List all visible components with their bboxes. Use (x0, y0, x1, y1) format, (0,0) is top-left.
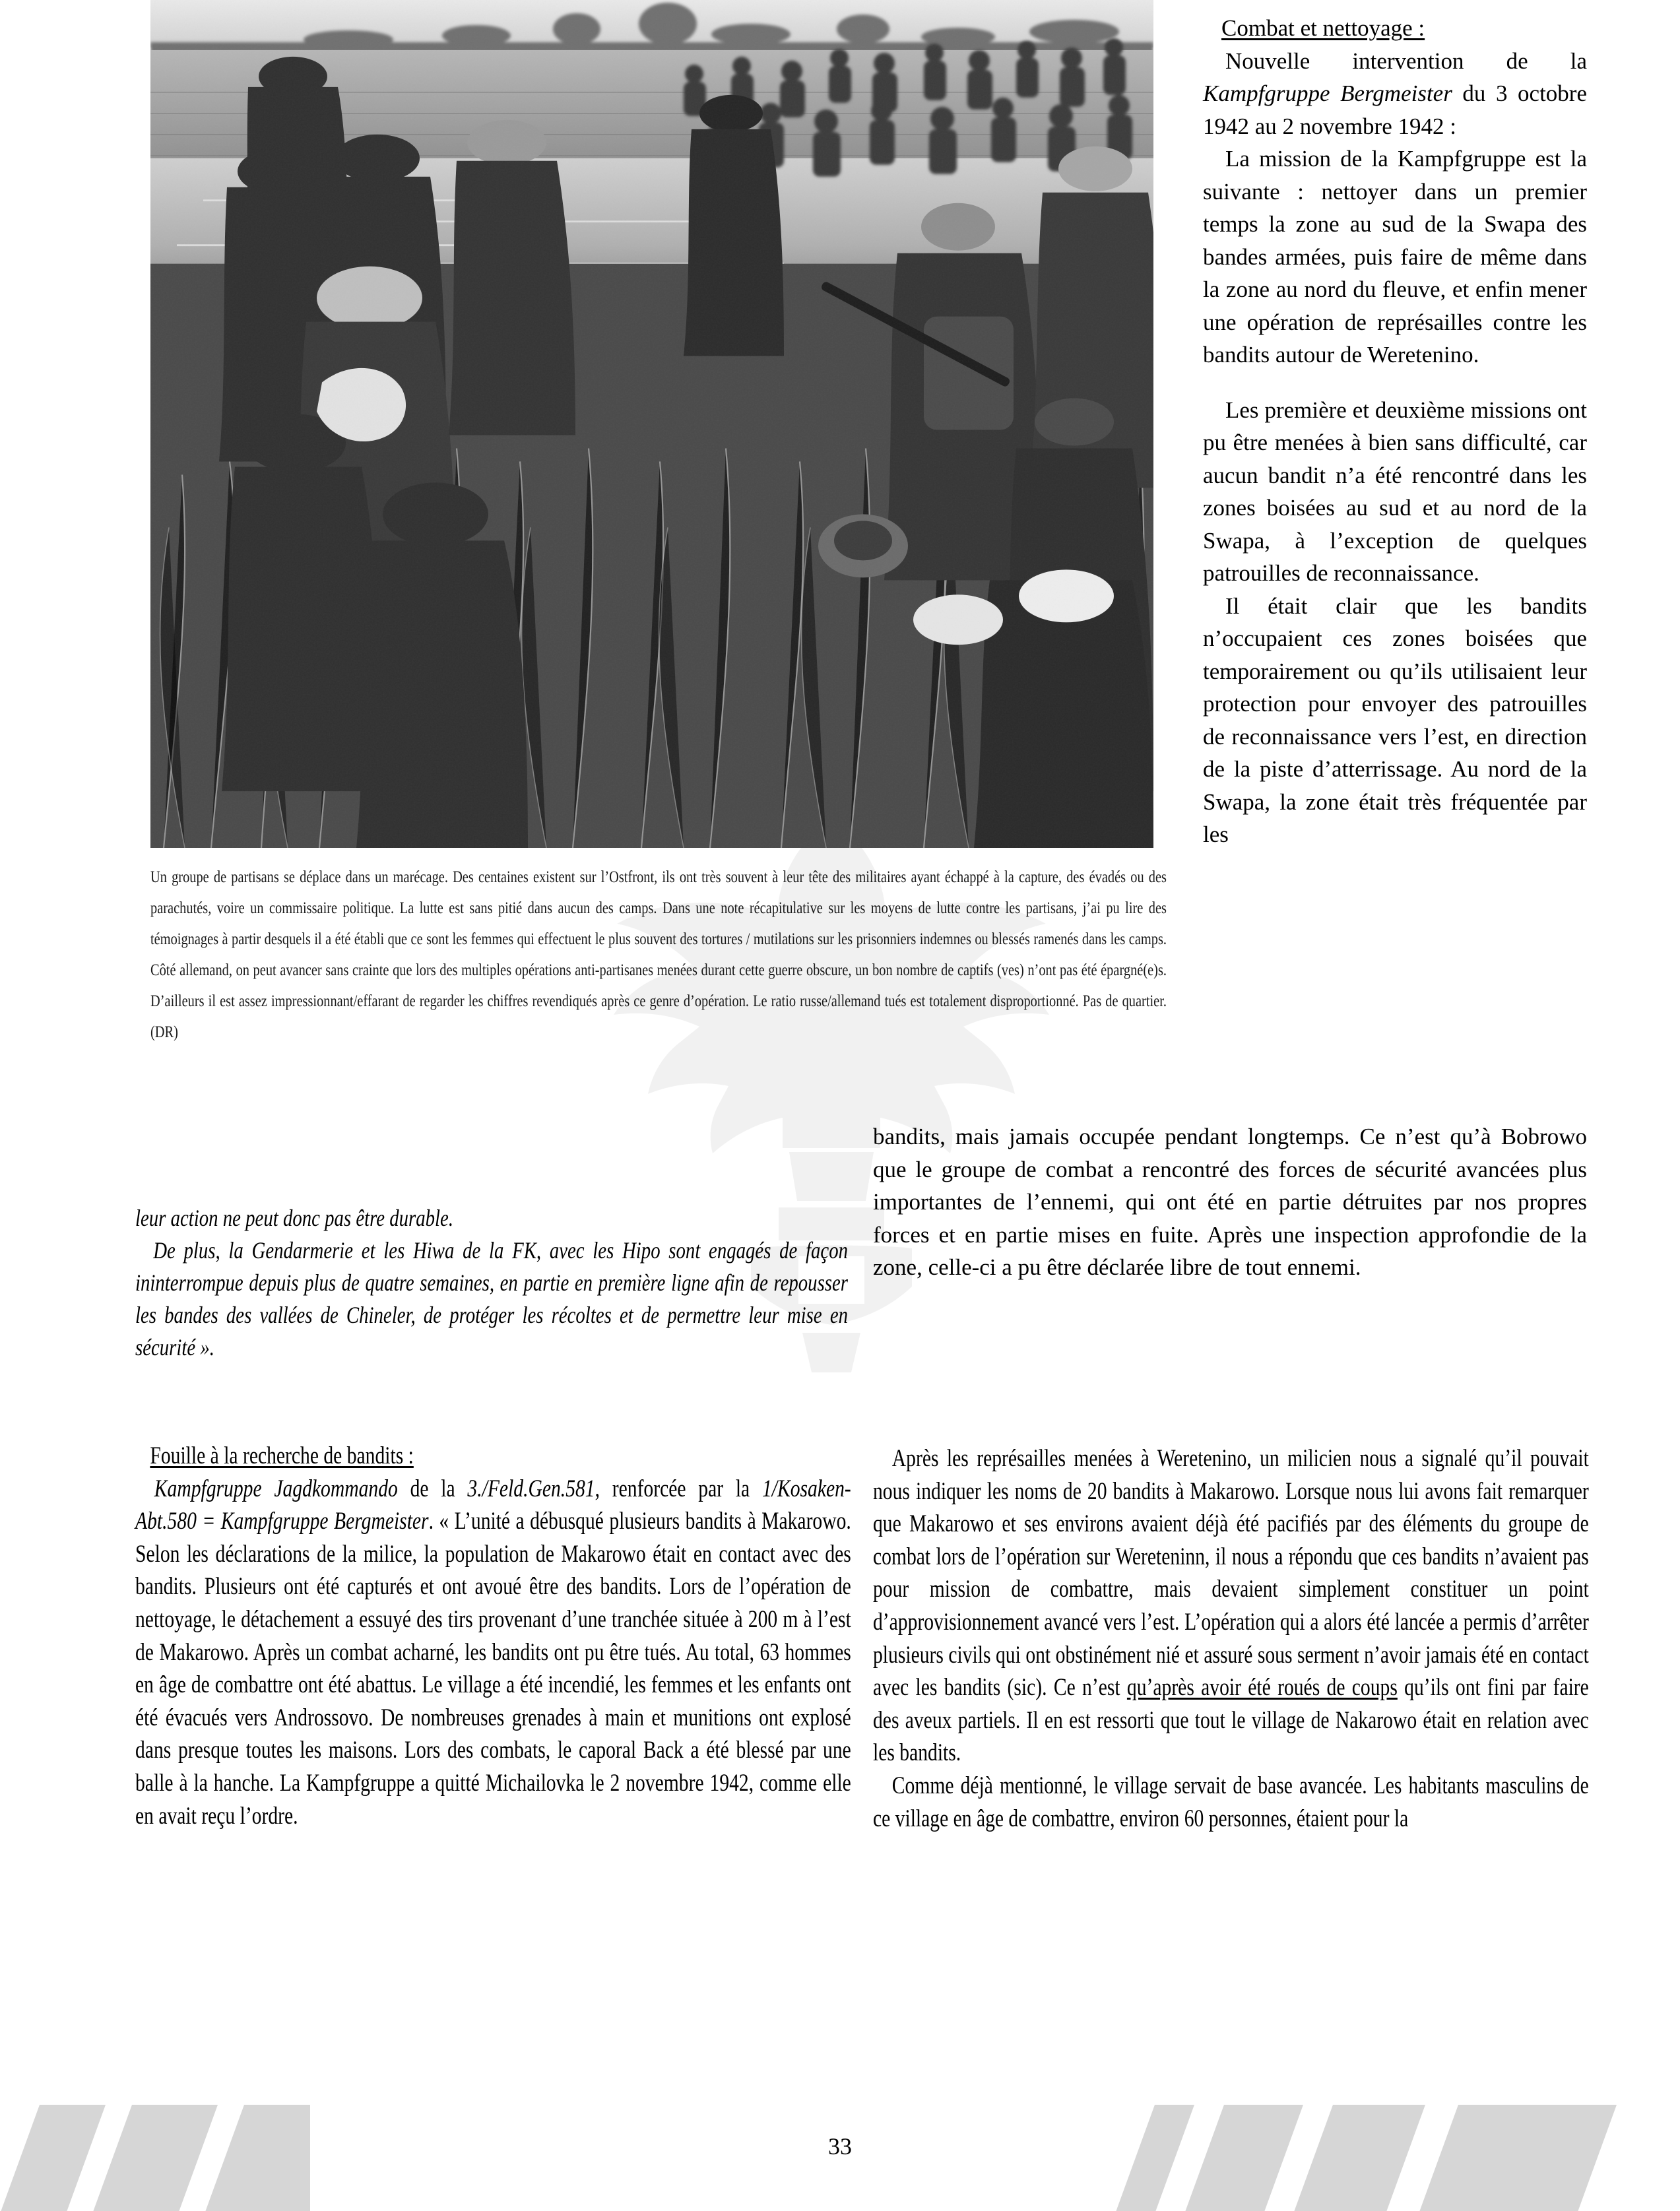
photo-caption: Un groupe de partisans se déplace dans un marécage. Des centaines existent sur l’Ostfront, ils ont très souvent à leur tête des militaires ayant échappé à la capture, des évadés ou des parachutés, voire un commissaire politique. La lutte est sans pitié dans aucun des camps. Dans une note récapitulative sur les moyens de lutte contre les partisans, j’ai pu lire des témoignages à partir desquels il a été établi que ce sont les femmes qui effectuent le plus souvent des tortures / mutilations sur les prisonniers indemnes ou blessés ramenés dans les camps. Côté allemand, on peut avancer sans crainte que lors des multiples opérations anti-partisanes menées durant cette guerre obscure, un bon nombre de captifs (ves) n’ont pas été épargné(e)s. D’ailleurs il est assez impressionnant/effarant de regarder les chiffres revendiqués après ce genre d’opération. Le ratio russe/allemand tués est totalement disproportionné. Pas de quartier. (DR) (150, 867, 1167, 1041)
column-top-right (1203, 12, 1587, 851)
paragraph-bobrowo: bandits, mais jamais occupée pendant longtemps. Ce n’est qu’à Bobrowo que le groupe de combat a rencontré des forces de sécurité avancées plus importantes de l’ennemi, qui ont été en partie détruites par nos propres forces et en partie mises en fuite. Après une inspection approfondie de la zone, celle-ci a pu être déclarée libre de tout ennemi. (873, 1124, 1587, 1280)
section-heading-combat-nettoyage: Combat et nettoyage : (1221, 15, 1425, 41)
paragraph-gendarmerie-hiwa: De plus, la Gendarmerie et les Hiwa de la FK, avec les Hipo sont engagés de façon ininterrompue depuis plus de quatre semaines, en partie en première ligne afin de repousser les bandes des vallées de Chineler, de protéger les récoltes et de permettre leur mise en sécurité ». (135, 1237, 849, 1361)
underlined-phrase-roues-de-coups: qu’après avoir été roués de coups (1126, 1674, 1398, 1702)
paragraph-action-durable: leur action ne peut donc pas être durable. (135, 1205, 454, 1231)
para-mid-2: , renforcée par la (595, 1475, 762, 1502)
column-left-body (135, 1440, 851, 1832)
para-tail-makarowo: . « L’unité a débusqué plusieurs bandits à Makarowo. Selon les déclarations de la milice, la population de Makarowo était en contact avec des bandits. Plusieurs ont été capturés et ont avoué être des bandits. Lors de l’opération de nettoyage, le détachement a essuyé des tirs provenant d’une tranchée située à 200 m à l’est de Makarowo. Après un combat acharné, les bandits ont pu être tués. Au total, 63 hommes en âge de combattre ont été abattus. Le village a été incendié, les femmes et les enfants ont été évacués vers Androssovo. De nombreuses grenades à main et munitions ont explosé dans presque toutes les maisons. Lors des combats, le caporal Back a été blessé par une balle à la hanche. La Kampfgruppe a quitté Michailovka le 2 novembre 1942, comme elle en avait reçu l’ordre. (135, 1508, 851, 1830)
column-left-quote (135, 1202, 848, 1364)
paragraph-missions-menees: Les première et deuxième missions ont pu être menées à bien sans difficulté, car aucun bandit n’a été rencontré dans les zones boisées au sud et au nord de la Swapa, à l’exception de quelques patrouilles de reconnaissance. (1203, 397, 1587, 586)
paragraph-mission: La mission de la Kampfgruppe est la suivante : nettoyer dans un premier temps la zone au sud de la Swapa des bandes armées, puis faire de même dans la zone au nord du fleuve, et enfin mener une opération de représailles contre les bandits autour de Weretenino. (1203, 146, 1587, 368)
page-number: 33 (828, 2133, 852, 2160)
paragraph-base-avancee: Comme déjà mentionné, le village servait de base avancée. Les habitants masculins de ce village en âge de combattre, environ 60 personnes, étaient pour la (873, 1772, 1589, 1832)
para-lead: Nouvelle intervention de la (1225, 48, 1587, 74)
partisans-marsh-photograph (150, 0, 1153, 848)
column-mid-right (873, 1120, 1587, 1284)
paragraph-jagdkommando (135, 1473, 851, 1833)
para-right-b: qu’ils ont fini par faire des aveux partiels. Il en est ressorti que tout le village de Nakarowo était en relation avec les bandits. (873, 1674, 1589, 1767)
section-heading-fouille: Fouille à la recherche de bandits : (150, 1442, 414, 1469)
paragraph-bandits-zones: Il était clair que les bandits n’occupaient ces zones boisées que temporairement ou qu’ils utilisaient leur protection pour envoyer des patrouilles de reconnaissance vers l’est, en direction de la piste d’atterrissage. Au nord de la Swapa, la zone était très fréquentée par les (1203, 593, 1587, 847)
para-mid-1: de la (397, 1475, 468, 1502)
photo-content (150, 0, 1153, 848)
para-tail: du 3 octobre 1942 au 2 novembre 1942 : (1203, 80, 1587, 139)
feld-gen-581-italic: 3./Feld.Gen.581 (467, 1475, 595, 1502)
para-right-a: Après les représailles menées à Weretenino, un milicien nous a signalé qu’il pouvait nous indiquer les noms de 20 bandits à Makarowo. Lorsque nous lui avons fait remarquer que Makarowo et ses environs avaient déjà été pacifiés par des éléments du groupe de combat lors de l’opération sur Wereteninn, il nous a répondu que ces bandits n’avaient pas pour mission de combattre, mais devaient simplement constituer un point d’approvisionnement avancé vers l’est. L’opération qui a alors été lancée a permis d’arrêter plusieurs civils qui ont obstinément nié et assuré sous serment n’avoir jamais été en contact avec les bandits (sic). Ce n’est (873, 1445, 1589, 1702)
kosaken-abt-580-italic: 1/Kosaken-Abt.580 = Kampfgruppe Bergmeister (135, 1475, 851, 1535)
column-right-body (873, 1442, 1589, 1835)
kampfgruppe-jagdkommando-italic: Kampfgruppe Jagdkommando (154, 1475, 398, 1502)
paragraph-representailles-weretenino (873, 1442, 1589, 1770)
kampfgruppe-bergmeister-italic: Kampfgruppe Bergmeister (1203, 80, 1452, 106)
paragraph-intervention (1203, 45, 1587, 143)
